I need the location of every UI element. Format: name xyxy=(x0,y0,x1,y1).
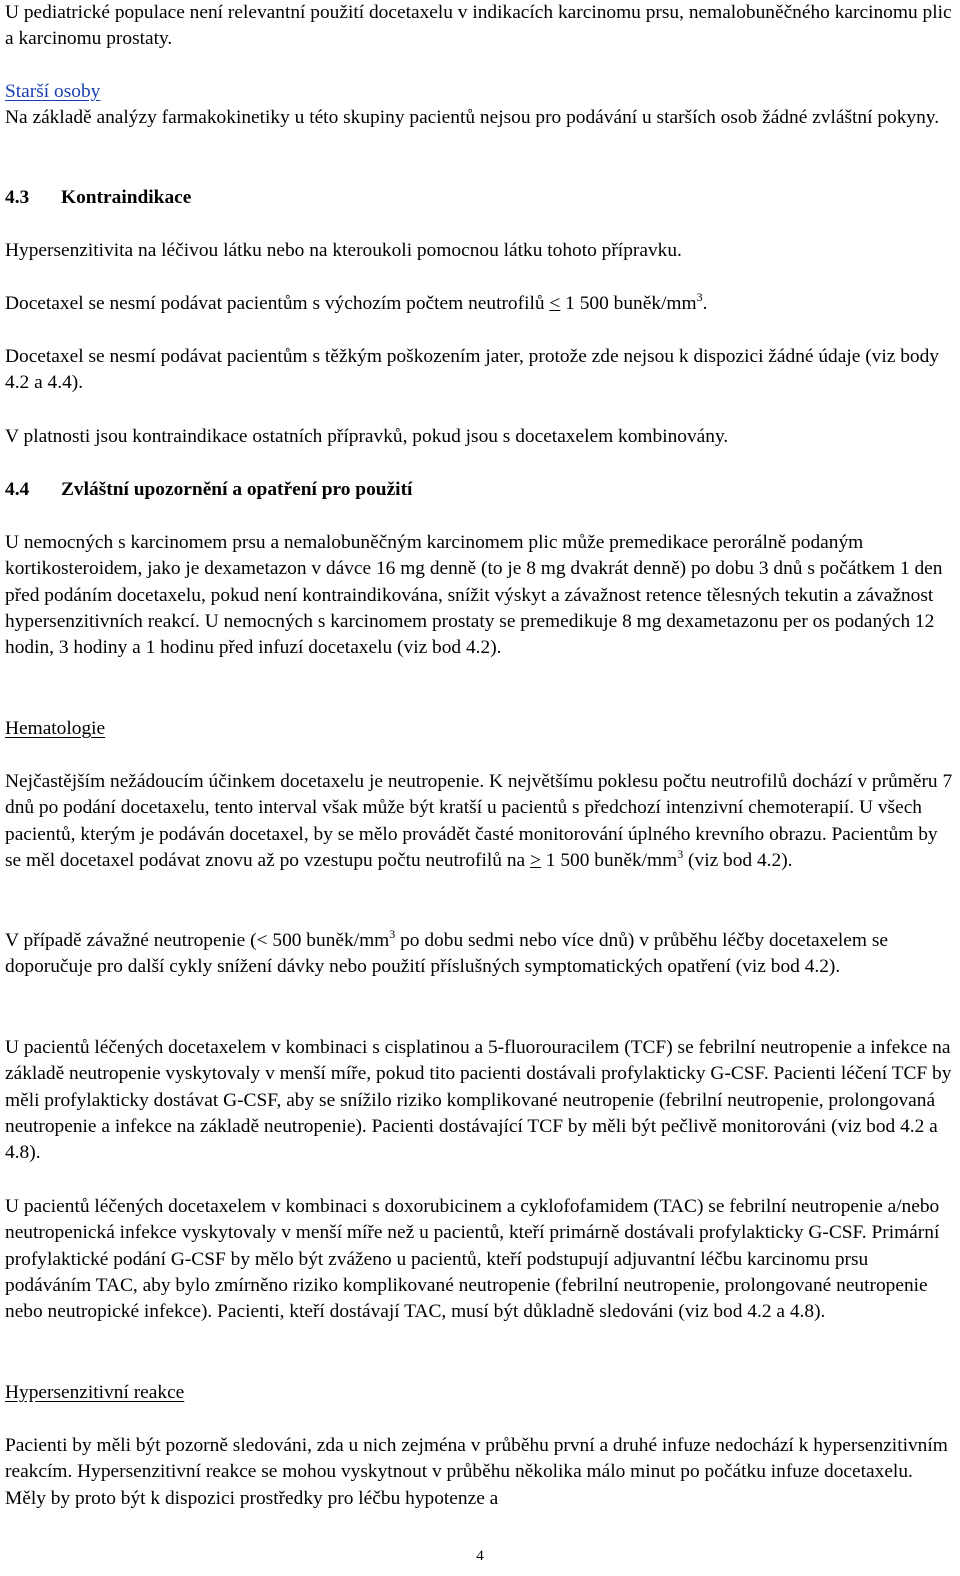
text-run: . xyxy=(702,293,708,314)
contraindication-paragraph-3: Docetaxel se nesmí podávat pacientům s těžkým poškozením jater, protože zde nejsou k dispozici žádné údaje (viz body 4.2 a 4.4). xyxy=(5,346,939,394)
less-equal-symbol: < xyxy=(549,293,561,314)
elderly-paragraph: Na základě analýzy farmakokinetiky u této skupiny pacientů nejsou pro podávání u starších osob žádné zvláštní pokyny. xyxy=(5,107,940,128)
superscript: 3 xyxy=(389,927,396,941)
hematology-paragraph-3: U pacientů léčených docetaxelem v kombinaci s cisplatinou a 5-fluorouracilem (TCF) se febrilní neutropenie a infekce na základě neutropenie vyskytovaly v menší míře, pokud tito pacienti dostávali profylakticky G-CSF. Pacienti léčení TCF by měli profylakticky dostávat G-CSF, aby se snížilo riziko komplikované neutropenie (febrilní neutropenie, prolongovaná neutropenie a infekce na základě neutropenie). Pacienti dostávající TCF by měli být pečlivě monitorováni (viz bod 4.2 a 4.8). xyxy=(5,1037,952,1164)
intro-paragraph: U pediatrické populace není relevantní použití docetaxelu v indikacích karcinomu prsu, nemalobuněčného karcinomu plic a karcinomu prostaty. xyxy=(5,2,952,50)
hypersensitivity-heading: Hypersenzitivní reakce xyxy=(5,1382,185,1403)
hematology-paragraph-4: U pacientů léčených docetaxelem v kombinaci s doxorubicinem a cyklofofamidem (TAC) se febrilní neutropenie a/nebo neutropenická infekce vyskytovaly v menší míře než u pacientů, kteří primárně dostávali profylakticky G-CSF. Primární profylaktické podání G-CSF by mělo být zváženo u pacientů, kteří podstupují adjuvantní léčbu karcinomu prsu podáváním TAC, aby bylo zmírněno riziko komplikované neutropenie (febrilní neutropenie, prolongované neutropenie nebo neutropické infekce). Pacienti, kteří dostávají TAC, musí být důkladně sledováni (viz bod 4.2 a 4.8). xyxy=(5,1196,940,1323)
text-run: po dobu sedmi nebo více dnů) v průběhu léčby docetaxelem se doporučuje pro další cykly snížení dávky nebo použití příslušných symptomatických opatření (viz bod 4.2). xyxy=(5,930,888,978)
premedication-paragraph: U nemocných s karcinomem prsu a nemalobuněčným karcinomem plic může premedikace perorálně podaným kortikosteroidem, jako je dexametazon v dávce 16 mg denně (to je 8 mg dvakrát denně) po dobu 3 dnů s počátkem 1 den před podáním docetaxelu, pokud není kontraindikována, snížit výskyt a závažnost retence tělesných tekutin a závažnost hypersenzitivních reakcí. U nemocných s karcinomem prostaty se premedikuje 8 mg dexametazonu per os podaných 12 hodin, 3 hodiny a 1 hodinu před infuzí docetaxelu (viz bod 4.2). xyxy=(5,532,943,659)
section-4-3-title: Kontraindikace xyxy=(61,187,192,208)
text-run: 1 500 buněk/mm xyxy=(560,293,697,314)
text-run: (viz bod 4.2). xyxy=(683,849,793,871)
text-run: 1 500 buněk/mm xyxy=(540,849,678,871)
superscript: 3 xyxy=(696,290,703,304)
section-4-4-heading xyxy=(5,477,955,503)
section-4-4-title: Zvláštní upozornění a opatření pro použití xyxy=(61,479,413,500)
superscript: 3 xyxy=(677,846,684,861)
section-4-3-number: 4.3 xyxy=(5,187,30,208)
contraindication-paragraph-4: V platnosti jsou kontraindikace ostatních přípravků, pokud jsou s docetaxelem kombinovány. xyxy=(5,426,729,447)
page-number: 4 xyxy=(476,1548,484,1564)
text-run: Docetaxel se nesmí podávat pacientům s výchozím počtem neutrofilů xyxy=(5,293,550,314)
hematology-paragraph-2 xyxy=(5,928,955,981)
hematology-paragraph-1 xyxy=(5,769,955,874)
text-run: Nejčastějším nežádoucím účinkem docetaxelu je neutropenie. K největšímu poklesu počtu neutrofilů dochází v průměru 7 dnů po podání docetaxelu, tento interval však může být kratší u pacientů s předchozí intenzivní chemoterapií. U všech pacientů, kterým je podáván docetaxel, by se mělo provádět časté monitorování úplného krevního obrazu. Pacientům by se měl docetaxel podávat znovu až po vzestupu počtu neutrofilů na xyxy=(5,771,953,871)
greater-equal-symbol: > xyxy=(530,849,541,871)
text-run: V případě závažné neutropenie (< 500 buněk/mm xyxy=(5,930,390,951)
section-4-4-number: 4.4 xyxy=(5,479,30,500)
contraindication-paragraph-1: Hypersenzitivita na léčivou látku nebo na kteroukoli pomocnou látku tohoto přípravku. xyxy=(5,240,682,261)
section-4-3-heading xyxy=(5,185,955,211)
elderly-heading: Starší osoby xyxy=(5,81,101,102)
hematology-heading: Hematologie xyxy=(5,718,106,739)
hypersensitivity-paragraph: Pacienti by měli být pozorně sledováni, zda u nich zejména v průběhu první a druhé infuze nedochází k hypersenzitivním reakcím. Hypersenzitivní reakce se mohou vyskytnout v průběhu několika málo minut po počátku infuze docetaxelu. Měly by proto být k dispozici prostředky pro léčbu hypotenze a xyxy=(5,1435,948,1509)
contraindication-paragraph-2 xyxy=(5,291,955,317)
